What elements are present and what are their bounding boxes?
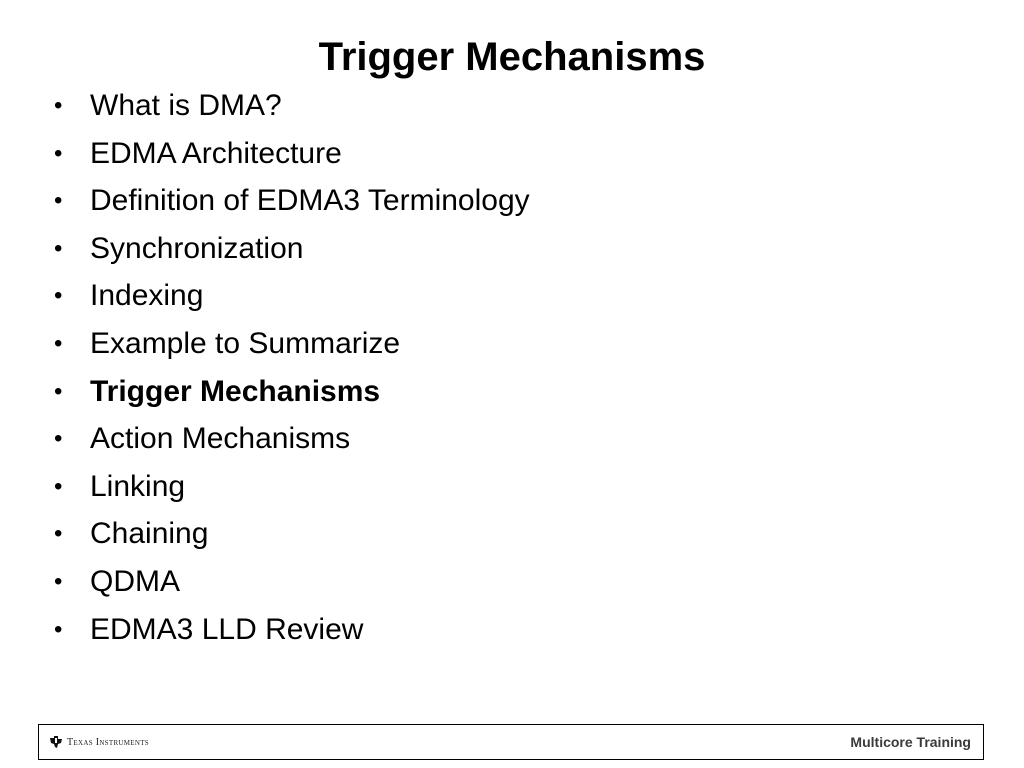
bullet-icon: •	[54, 329, 63, 357]
agenda-item	[48, 272, 530, 320]
agenda-item-label: EDMA Architecture	[90, 136, 342, 170]
slide-title: Trigger Mechanisms	[318, 34, 706, 79]
agenda-item	[48, 558, 530, 606]
agenda-item-label: Definition of EDMA3 Terminology	[90, 184, 530, 218]
agenda-item	[48, 463, 530, 511]
footer-bar	[38, 724, 984, 760]
texas-instruments-logo-icon	[49, 735, 63, 749]
bullet-icon: •	[54, 282, 63, 310]
agenda-list	[48, 82, 530, 653]
bullet-icon: •	[54, 472, 63, 500]
agenda-item	[48, 177, 530, 225]
texas-instruments-wordmark: Texas Instruments	[67, 736, 149, 748]
bullet-icon: •	[54, 567, 63, 595]
agenda-item-label: EDMA3 LLD Review	[90, 612, 364, 646]
agenda-item-label: What is DMA?	[90, 89, 282, 122]
agenda-item-current	[48, 368, 530, 416]
agenda-item	[48, 225, 530, 273]
bullet-icon: •	[54, 520, 63, 548]
bullet-icon: •	[54, 425, 63, 453]
bullet-icon: •	[54, 234, 63, 262]
agenda-item	[48, 320, 530, 368]
agenda-item	[48, 82, 530, 130]
bullet-icon: •	[54, 139, 63, 167]
agenda-item	[48, 415, 530, 463]
agenda-item-label: Example to Summarize	[90, 326, 401, 360]
footer-course-label: Multicore Training	[850, 734, 971, 750]
bullet-icon: •	[54, 92, 63, 119]
agenda-item-label: Linking	[90, 469, 186, 503]
agenda-item-label: Chaining	[90, 517, 209, 551]
agenda-item	[48, 510, 530, 558]
agenda-item-label: Indexing	[90, 279, 204, 313]
agenda-item	[48, 606, 530, 654]
bullet-icon: •	[54, 377, 63, 405]
texas-instruments-logo	[49, 735, 149, 749]
agenda-item-label: Action Mechanisms	[90, 422, 351, 456]
bullet-icon: •	[54, 187, 63, 215]
bullet-icon: •	[54, 615, 63, 643]
agenda-item-label: Trigger Mechanisms	[90, 374, 381, 408]
agenda-item	[48, 130, 530, 178]
agenda-item-label: Synchronization	[90, 231, 304, 265]
agenda-item-label: QDMA	[90, 564, 180, 598]
